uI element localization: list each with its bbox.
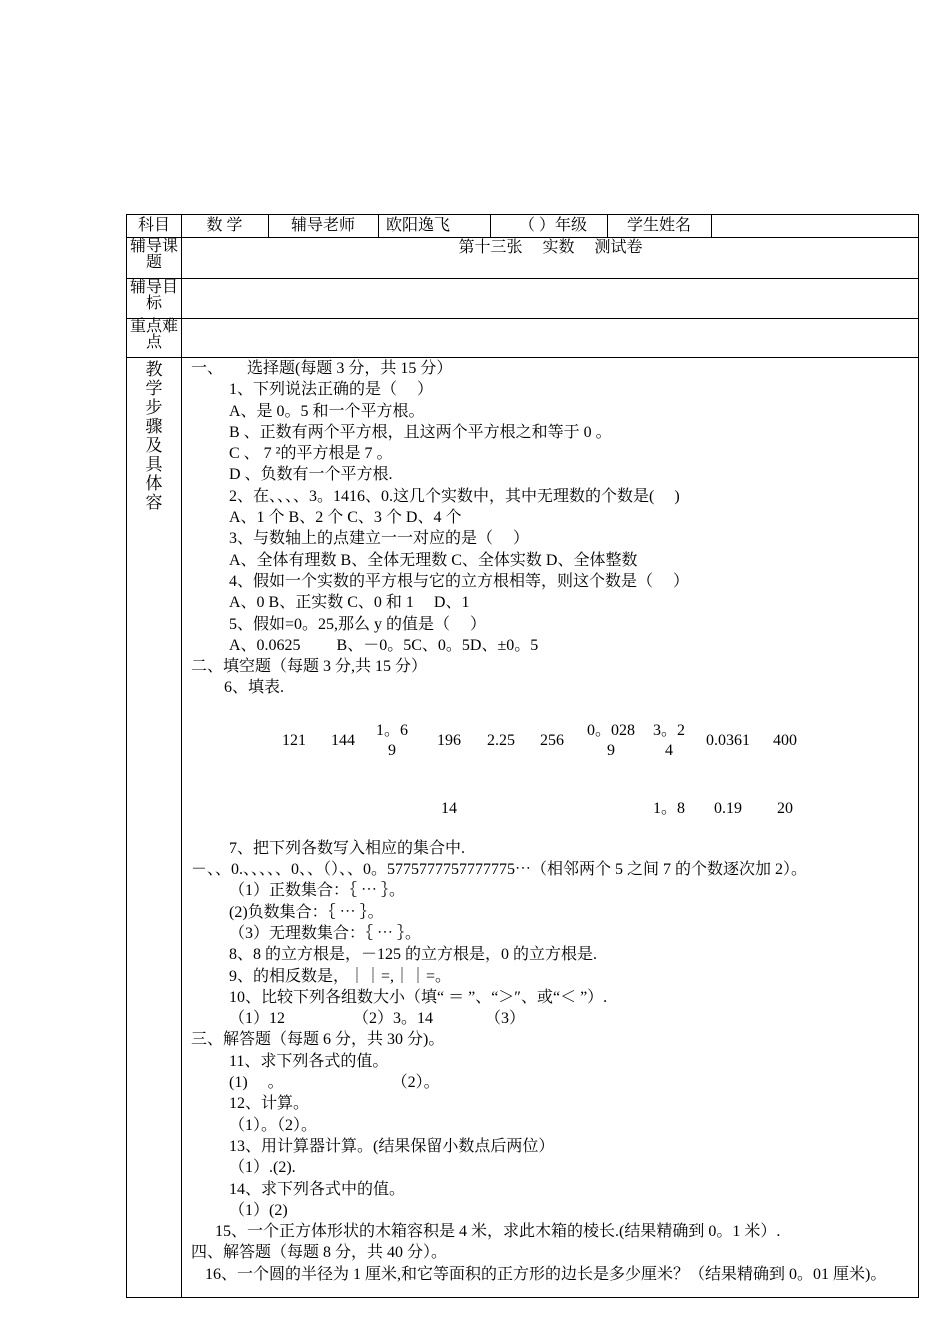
row-divider (127, 278, 918, 279)
question-7-negative-set: (2)负数集合：｛ ⋯ ｝。 (229, 903, 384, 921)
fill-table-cell: 1。8 (652, 799, 685, 817)
question-1: 1、下列说法正确的是（ ） (229, 381, 434, 399)
worksheet-table (126, 214, 919, 1298)
student-name-label: 学生姓名 (626, 217, 691, 234)
question-7-irrational-set: （3）无理数集合：｛ ⋯ ｝。 (229, 924, 422, 942)
steps-label (127, 360, 181, 512)
question-7-positive-set: （1）正数集合：｛ ⋯ ｝。 (229, 882, 406, 900)
question-8: 8、8 的立方根是，－125 的立方根是，0 的立方根是. (229, 946, 598, 964)
section-choice-heading: 一、 选择题(每题 3 分，共 15 分） (191, 360, 453, 377)
question-14: 14、求下列各式中的值。 (229, 1180, 406, 1198)
fill-table (191, 699, 915, 834)
fill-table-cell: 400 (773, 731, 797, 749)
question-5-options: A、0.0625 B、－0。5C、0。5D、±0。5 (229, 636, 539, 654)
question-5: 5、假如=0。25,那么 y 的值是（ ） (229, 615, 487, 633)
question-15: 15、一个正方体形状的木箱容积是 4 米，求此木箱的棱长.(结果精确到 0。1 米）. (215, 1223, 781, 1241)
question-16: 16、一个圆的半径为 1 厘米,和它等面积的正方形的边长是多少厘米？（结果精确到 0。01 厘米)。 (205, 1265, 887, 1283)
steps-label-char: 体 (145, 474, 163, 493)
question-13: 13、用计算器计算。(结果保留小数点后两位） (229, 1137, 555, 1155)
goal-label: 辅导目标 (129, 279, 178, 312)
question-1-option-b: B 、正数有两个平方根，且这两个平方根之和等于 0 。 (229, 423, 612, 441)
question-1-option-a: A、是 0。5 和一个平方根。 (229, 402, 425, 420)
teacher-label: 辅导老师 (290, 217, 355, 234)
steps-label-char: 及 (145, 436, 163, 455)
question-12-parts: （1）。（2）。 (229, 1116, 318, 1134)
teacher-value: 欧阳逸飞 (386, 217, 451, 234)
question-2-options: A、1 个 B、2 个 C、3 个 D、4 个 (229, 509, 462, 527)
section-answer-2-heading: 四、解答题（每题 8 分，共 40 分）。 (191, 1244, 448, 1262)
fill-table-cell: 0.0361 (706, 731, 750, 749)
steps-label-char: 学 (145, 379, 163, 398)
fill-table-cell: 144 (331, 731, 355, 749)
question-3: 3、与数轴上的点建立一一对应的是（ ） (229, 530, 530, 548)
question-9: 9、的相反数是，｜｜=,｜｜=。 (229, 967, 452, 985)
fill-table-cell: 1。6 9 (375, 721, 408, 759)
fill-table-cell: 121 (282, 731, 306, 749)
question-12: 12、计算。 (229, 1095, 310, 1113)
question-11-parts: (1) 。 （2）。 (229, 1074, 440, 1092)
question-10: 10、比较下列各组数大小（填“ ＝ ”、“＞″、或“＜ ”）. (229, 988, 608, 1006)
steps-label-char: 容 (145, 493, 163, 512)
grade-label: （ ）年级 (518, 217, 587, 234)
fill-table-cell: 256 (540, 731, 564, 749)
steps-label-char: 具 (145, 455, 163, 474)
question-4-options: A、0 B、正实数 C、0 和 1 D、1 (229, 594, 470, 612)
question-4: 4、假如一个实数的平方根与它的立方根相等，则这个数是（ ） (229, 572, 690, 590)
question-6: 6、填表. (224, 679, 285, 697)
focus-label: 重点难点 (129, 318, 178, 351)
question-1-option-d: D 、负数有一个平方根. (229, 466, 393, 484)
fill-table-cell: 196 (437, 731, 461, 749)
fill-table-cell: 20 (777, 799, 793, 817)
fill-table-cell: 2.25 (487, 731, 515, 749)
label-column-divider (181, 215, 182, 1297)
subject-value: 数 学 (206, 217, 243, 234)
steps-label-char: 步 (145, 398, 163, 417)
subject-label: 科目 (137, 217, 170, 234)
fill-table-cell: 0。028 9 (586, 721, 635, 759)
header-divider (711, 215, 712, 237)
row-divider (127, 318, 918, 319)
section-answer-heading: 三、解答题（每题 6 分，共 30 分)。 (191, 1031, 445, 1049)
section-fill-heading: 二、填空题（每题 3 分,共 15 分） (191, 658, 428, 676)
topic-value: 第十三张 实数 测试卷 (458, 239, 643, 256)
fill-table-cell: 3。2 4 (652, 721, 685, 759)
question-10-options: （1）12 （2）3。14 （3） (229, 1010, 526, 1028)
test-content (191, 358, 915, 1285)
question-7-numbers: －、、0.、、、、、0、、（）、、0。5775777757777775⋯（相邻两个 5 之间 7 的个数逐次加 2）。 (191, 861, 808, 879)
fill-table-cell: 14 (441, 799, 457, 817)
question-13-parts: （1）.(2). (229, 1159, 296, 1177)
fill-table-cell: 0.19 (714, 799, 742, 817)
question-14-parts: （1）(2) (229, 1201, 288, 1219)
steps-label-char: 骤 (145, 417, 163, 436)
question-1-option-c: C 、 7 ²的平方根是 7 。 (229, 445, 393, 463)
question-2: 2、在、、、、3。1416、0.这几个实数中，其中无理数的个数是( ) (229, 487, 680, 505)
question-11: 11、求下列各式的值。 (229, 1052, 389, 1070)
steps-label-char: 教 (145, 360, 163, 379)
question-3-options: A、全体有理数 B、全体无理数 C、全体实数 D、全体整数 (229, 551, 638, 569)
topic-label: 辅导课题 (129, 238, 178, 271)
question-7: 7、把下列各数写入相应的集合中. (229, 839, 466, 857)
